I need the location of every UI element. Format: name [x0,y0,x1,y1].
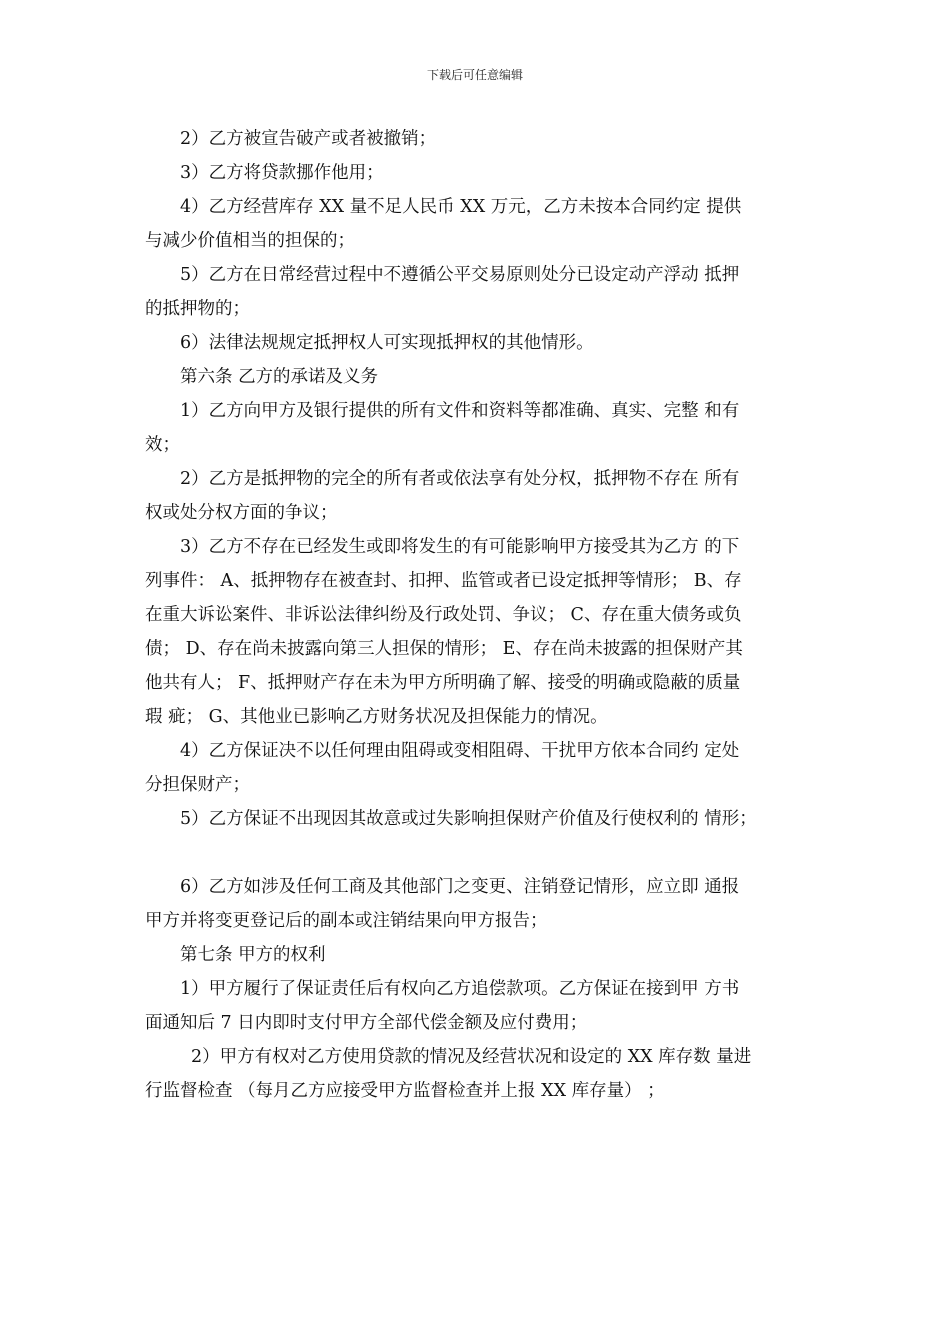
clause-line: 1）甲方履行了保证责任后有权向乙方追偿款项。乙方保证在接到甲 方书 [180,979,740,999]
clause-line: 分担保财产； [145,775,250,795]
clause-line: 2）乙方是抵押物的完全的所有者或依法享有处分权，抵押物不存在 所有 [180,469,740,489]
clause-line: 与减少价值相当的担保的； [145,231,355,251]
clause-line: 2）乙方被宣告破产或者被撤销； [180,129,437,149]
clause-line: 4）乙方经营库存 XX 量不足人民币 XX 万元，乙方未按本合同约定 提供 [180,197,742,217]
clause-line: 在重大诉讼案件、非诉讼法律纠纷及行政处罚、争议； C、存在重大债务或负 [145,605,742,625]
clause-line: 列事件： A、抵押物存在被查封、扣押、监管或者已设定抵押等情形； B、存 [145,571,742,591]
clause-line: 的抵押物的； [145,299,250,319]
clause-line: 面通知后 7 日内即时支付甲方全部代偿金额及应付费用； [145,1013,588,1033]
clause-line: 6）法律法规规定抵押权人可实现抵押权的其他情形。 [180,333,594,353]
clause-line: 6）乙方如涉及任何工商及其他部门之变更、注销登记情形，应立即 通报 [180,877,740,897]
blank-line [145,836,805,870]
clause-line: 效； [145,435,180,455]
clause-line: 5）乙方保证不出现因其故意或过失影响担保财产价值及行使权利的 情形； [180,809,757,829]
clause-line: 瑕 疵； G、其他业已影响乙方财务状况及担保能力的情况。 [145,707,608,727]
clause-line: 1）乙方向甲方及银行提供的所有文件和资料等都准确、真实、完整 和有 [180,401,740,421]
clause-line: 权或处分权方面的争议； [145,503,338,523]
clause-line: 2）甲方有权对乙方使用贷款的情况及经营状况和设定的 XX 库存数 量进 [191,1047,752,1067]
clause-line: 债； D、存在尚未披露向第三人担保的情形； E、存在尚未披露的担保财产其 [145,639,743,659]
clause-line: 他共有人； F、抵押财产存在未为甲方所明确了解、接受的明确或隐蔽的质量 [145,673,741,693]
clause-line: 5）乙方在日常经营过程中不遵循公平交易原则处分已设定动产浮动 抵押 [180,265,740,285]
section-heading: 第六条 乙方的承诺及义务 [180,367,379,387]
page-header: 下载后可任意编辑 [426,68,523,82]
clause-line: 3）乙方不存在已经发生或即将发生的有可能影响甲方接受其为乙方 的下 [180,537,740,557]
clause-line: 甲方并将变更登记后的副本或注销结果向甲方报告； [145,911,548,931]
clause-line: 行监督检查 （每月乙方应接受甲方监督检查并上报 XX 库存量） ； [145,1081,665,1101]
document-body [145,122,805,1108]
clause-line: 4）乙方保证决不以任何理由阻碍或变相阻碍、干扰甲方依本合同约 定处 [180,741,740,761]
section-heading: 第七条 甲方的权利 [180,945,326,965]
clause-line: 3）乙方将贷款挪作他用； [180,163,384,183]
